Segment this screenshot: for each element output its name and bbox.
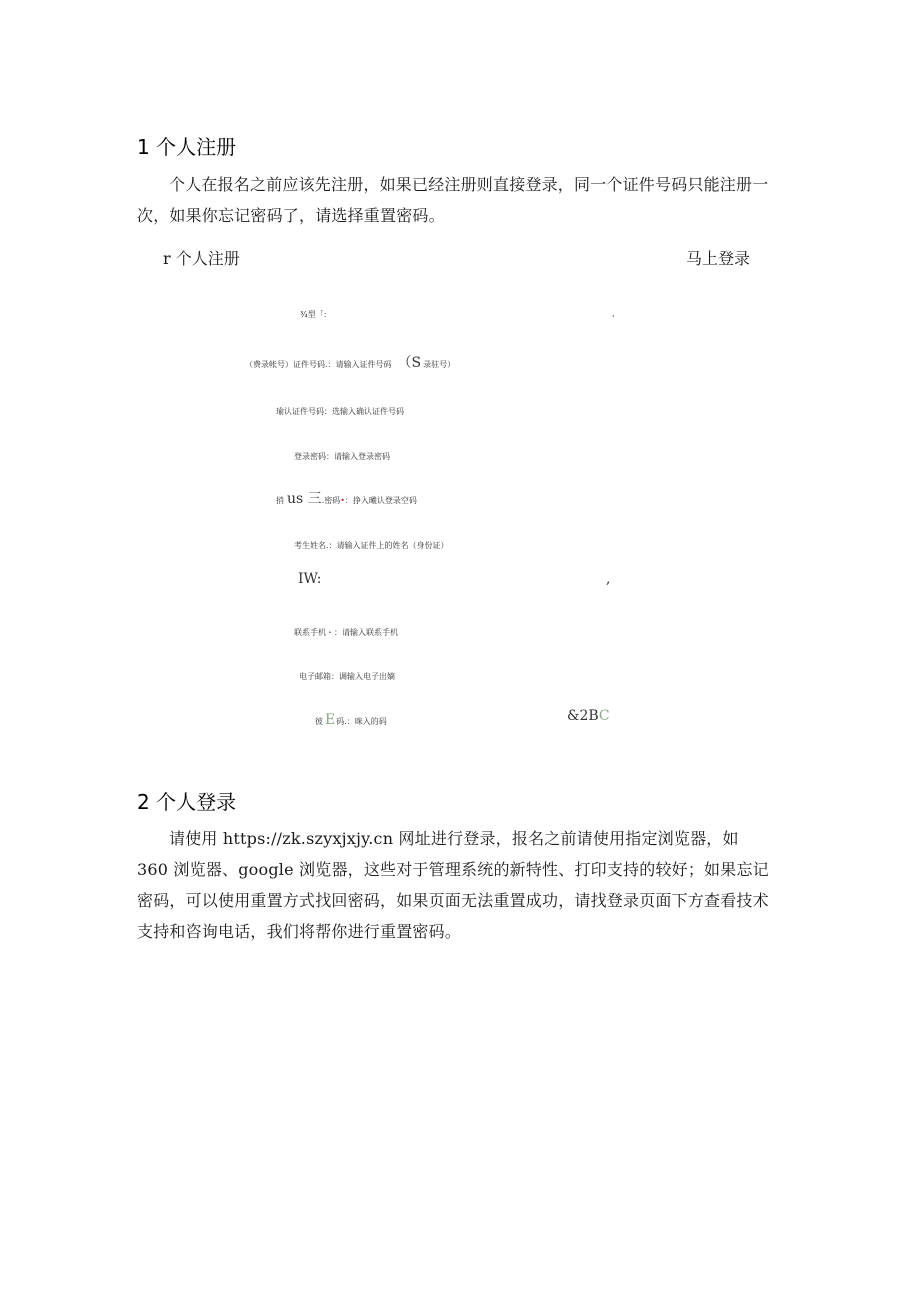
type-label: ¾型「:	[300, 310, 327, 319]
confirm-password-placeholder: 挣入曦认登录空码	[352, 496, 417, 505]
confirm-password-field[interactable]	[276, 488, 417, 508]
captcha-field[interactable]	[315, 709, 387, 728]
captcha-text-b: C	[598, 708, 610, 724]
section2-paragraph: 请使用 https://zk.szyxjxjy.cn 网址进行登录，报名之前请使用指定浏览器，如 360 浏览器、google 浏览器，这些对于管理系统的新特性、打印支持的较好；如果忘记密码，可以使用重置方式找回密码，如果页面无法重置成功，请找登录页面下方查看技术支持和咨询电话，我们将帮你进行重置密码。	[137, 829, 769, 941]
captcha-image[interactable]	[567, 708, 610, 724]
type-select[interactable]: ,	[612, 309, 615, 318]
gender-select[interactable]: ,	[606, 571, 611, 587]
section1-paragraph: 个人在报名之前应该先注册，如果已经注册则直接登录，同一个证件号码只能注册一次，如果你忘记密码了，请选择重置密码。	[137, 175, 769, 225]
captcha-label-b: E	[325, 712, 336, 728]
confirm-password-text-a: 捎	[276, 496, 284, 505]
section2-heading: 2 个人登录	[137, 790, 237, 814]
id-number-paren: （S	[397, 355, 422, 371]
required-dot: •	[340, 496, 345, 505]
id-number-label: （费录帐号）证件号码.：请输入证件号码	[245, 360, 392, 369]
confirm-password-text-c: .密码	[321, 496, 341, 505]
section1-heading: 1 个人注册	[137, 135, 237, 159]
captcha-text-a: &2B	[567, 708, 599, 724]
confirm-id-field[interactable]: 瑜认证件号码：选输入确认证件号码	[276, 407, 404, 416]
name-field[interactable]: 考生姓名.：请输入证件上的姓名（身份证）	[294, 541, 449, 550]
id-number-field[interactable]	[245, 352, 455, 372]
captcha-label-a: 彼	[315, 717, 323, 726]
form-title: r 个人注册	[163, 249, 240, 268]
id-number-suffix: 录驻号）	[423, 360, 456, 369]
password-field[interactable]: 登录密码：请输入登录密码	[294, 452, 390, 461]
confirm-password-text-b: us 三	[287, 491, 322, 507]
phone-field[interactable]: 联系手机・：请输入联系手机	[294, 628, 398, 637]
email-field[interactable]: 电子邮箱：调输入电子出嫡	[299, 672, 395, 681]
gender-label: IW:	[298, 571, 322, 587]
captcha-placeholder: 码.：咪入的码	[336, 717, 387, 726]
confirm-password-colon: ：	[344, 496, 353, 505]
login-link[interactable]: 马上登录	[686, 249, 751, 268]
